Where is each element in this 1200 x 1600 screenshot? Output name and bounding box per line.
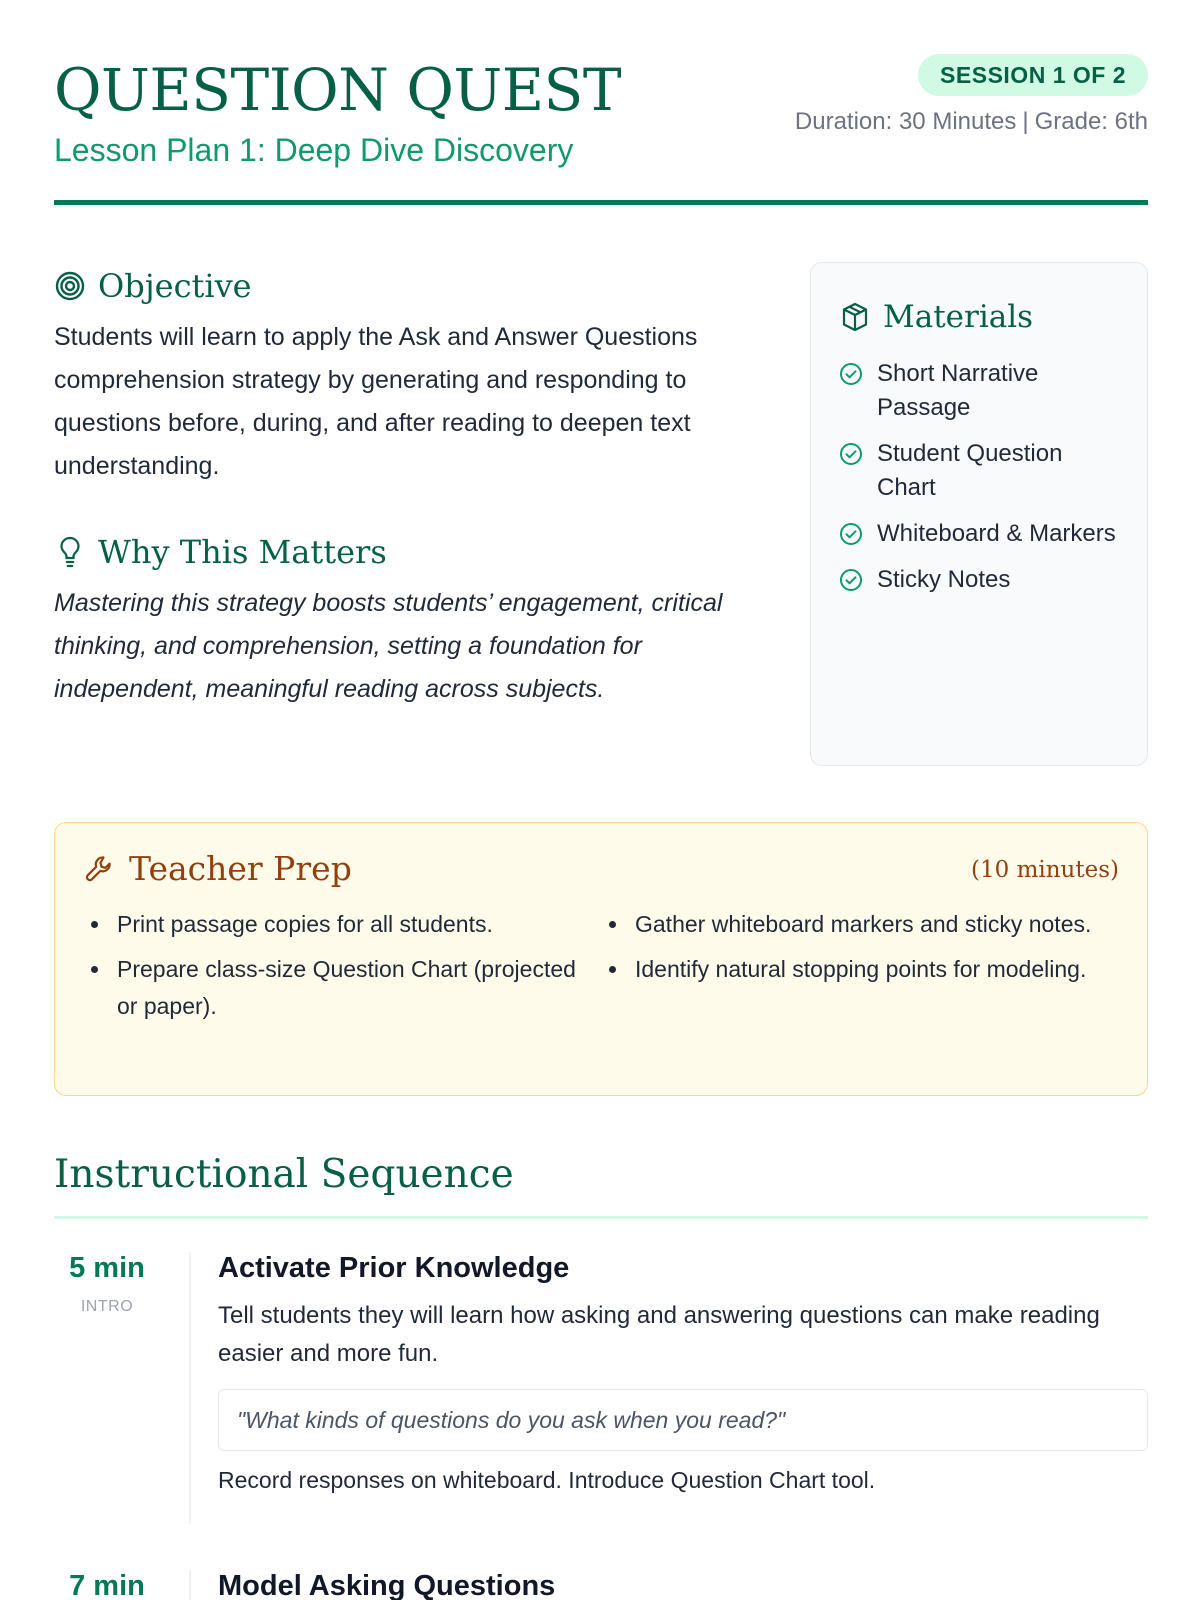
step-timeline-line xyxy=(189,1252,191,1524)
header xyxy=(54,0,1148,208)
material-label: Sticky Notes xyxy=(877,566,1011,593)
material-label: Whiteboard & Markers xyxy=(877,520,1116,547)
prep-item: Identify natural stopping points for modeling. xyxy=(601,951,1119,988)
material-label: Short Narrative Passage xyxy=(877,360,1039,421)
material-item xyxy=(839,517,1121,551)
header-divider xyxy=(54,200,1148,205)
check-circle-icon xyxy=(839,442,863,466)
material-label: Student Question Chart xyxy=(877,440,1063,501)
step-quote: "What kinds of questions do you ask when you read?" xyxy=(218,1389,1148,1451)
target-icon xyxy=(54,270,86,302)
step-timeline-line xyxy=(189,1570,191,1600)
material-item xyxy=(839,357,1121,425)
step-content xyxy=(218,1252,1148,1494)
objective-section xyxy=(54,262,774,711)
materials-heading-row xyxy=(839,293,1121,341)
lightbulb-icon xyxy=(54,535,86,569)
check-circle-icon xyxy=(839,522,863,546)
material-item xyxy=(839,437,1121,505)
teacher-prep-duration: (10 minutes) xyxy=(971,857,1119,883)
step-title: Model Asking Questions xyxy=(218,1570,556,1600)
grade-text: Grade: 6th xyxy=(1034,108,1148,135)
materials-list xyxy=(839,357,1121,597)
lesson-meta xyxy=(795,108,1148,136)
meta-separator: | xyxy=(1022,108,1029,135)
why-heading-row xyxy=(54,528,774,576)
teacher-prep-list-right xyxy=(601,906,1119,1033)
sequence-divider xyxy=(54,1216,1148,1219)
step-phase: INTRO xyxy=(80,1298,134,1315)
objective-heading-row xyxy=(54,262,774,310)
teacher-prep-heading-row xyxy=(83,849,1119,888)
sequence-step xyxy=(54,1570,1148,1600)
page-subtitle: Lesson Plan 1: Deep Dive Discovery xyxy=(54,132,574,168)
wrench-icon xyxy=(83,853,115,885)
materials-card xyxy=(810,262,1148,766)
step-content xyxy=(218,1570,1148,1600)
session-badge: SESSION 1 OF 2 xyxy=(918,54,1148,96)
teacher-prep-list-left xyxy=(83,906,601,1033)
teacher-prep-card xyxy=(54,822,1148,1096)
check-circle-icon xyxy=(839,568,863,592)
prep-item: Gather whiteboard markers and sticky notes. xyxy=(601,906,1119,943)
sequence-step xyxy=(54,1252,1148,1532)
material-item xyxy=(839,563,1121,597)
step-description: Tell students they will learn how asking and answering questions can make reading easier and more fun. xyxy=(218,1302,1100,1367)
duration-text: Duration: 30 Minutes xyxy=(794,108,1017,135)
prep-item: Prepare class-size Question Chart (projected or paper). xyxy=(83,951,601,1025)
step-title: Activate Prior Knowledge xyxy=(218,1252,570,1284)
why-heading: Why This Matters xyxy=(98,533,387,571)
check-circle-icon xyxy=(839,362,863,386)
teacher-prep-heading: Teacher Prep xyxy=(129,849,352,888)
teacher-prep-columns xyxy=(83,906,1119,1033)
step-time: 7 min xyxy=(69,1570,145,1600)
prep-item: Print passage copies for all students. xyxy=(83,906,601,943)
materials-heading: Materials xyxy=(883,299,1034,335)
why-text: Mastering this strategy boosts students’ engagement, critical thinking, and comprehension, setting a foundation for independent, meaningful reading across subjects. xyxy=(54,589,723,703)
sequence-heading: Instructional Sequence xyxy=(54,1152,514,1197)
lesson-plan-page xyxy=(54,0,1148,1600)
objective-text: Students will learn to apply the Ask and Answer Questions comprehension strategy by generating and responding to questions before, during, and after reading to deepen text understanding. xyxy=(54,323,698,480)
page-title: QUESTION QUEST xyxy=(54,56,622,124)
step-note: Record responses on whiteboard. Introduce Question Chart tool. xyxy=(218,1467,876,1493)
step-time: 5 min xyxy=(69,1252,145,1284)
objective-heading: Objective xyxy=(98,267,252,305)
box-icon xyxy=(839,301,871,333)
